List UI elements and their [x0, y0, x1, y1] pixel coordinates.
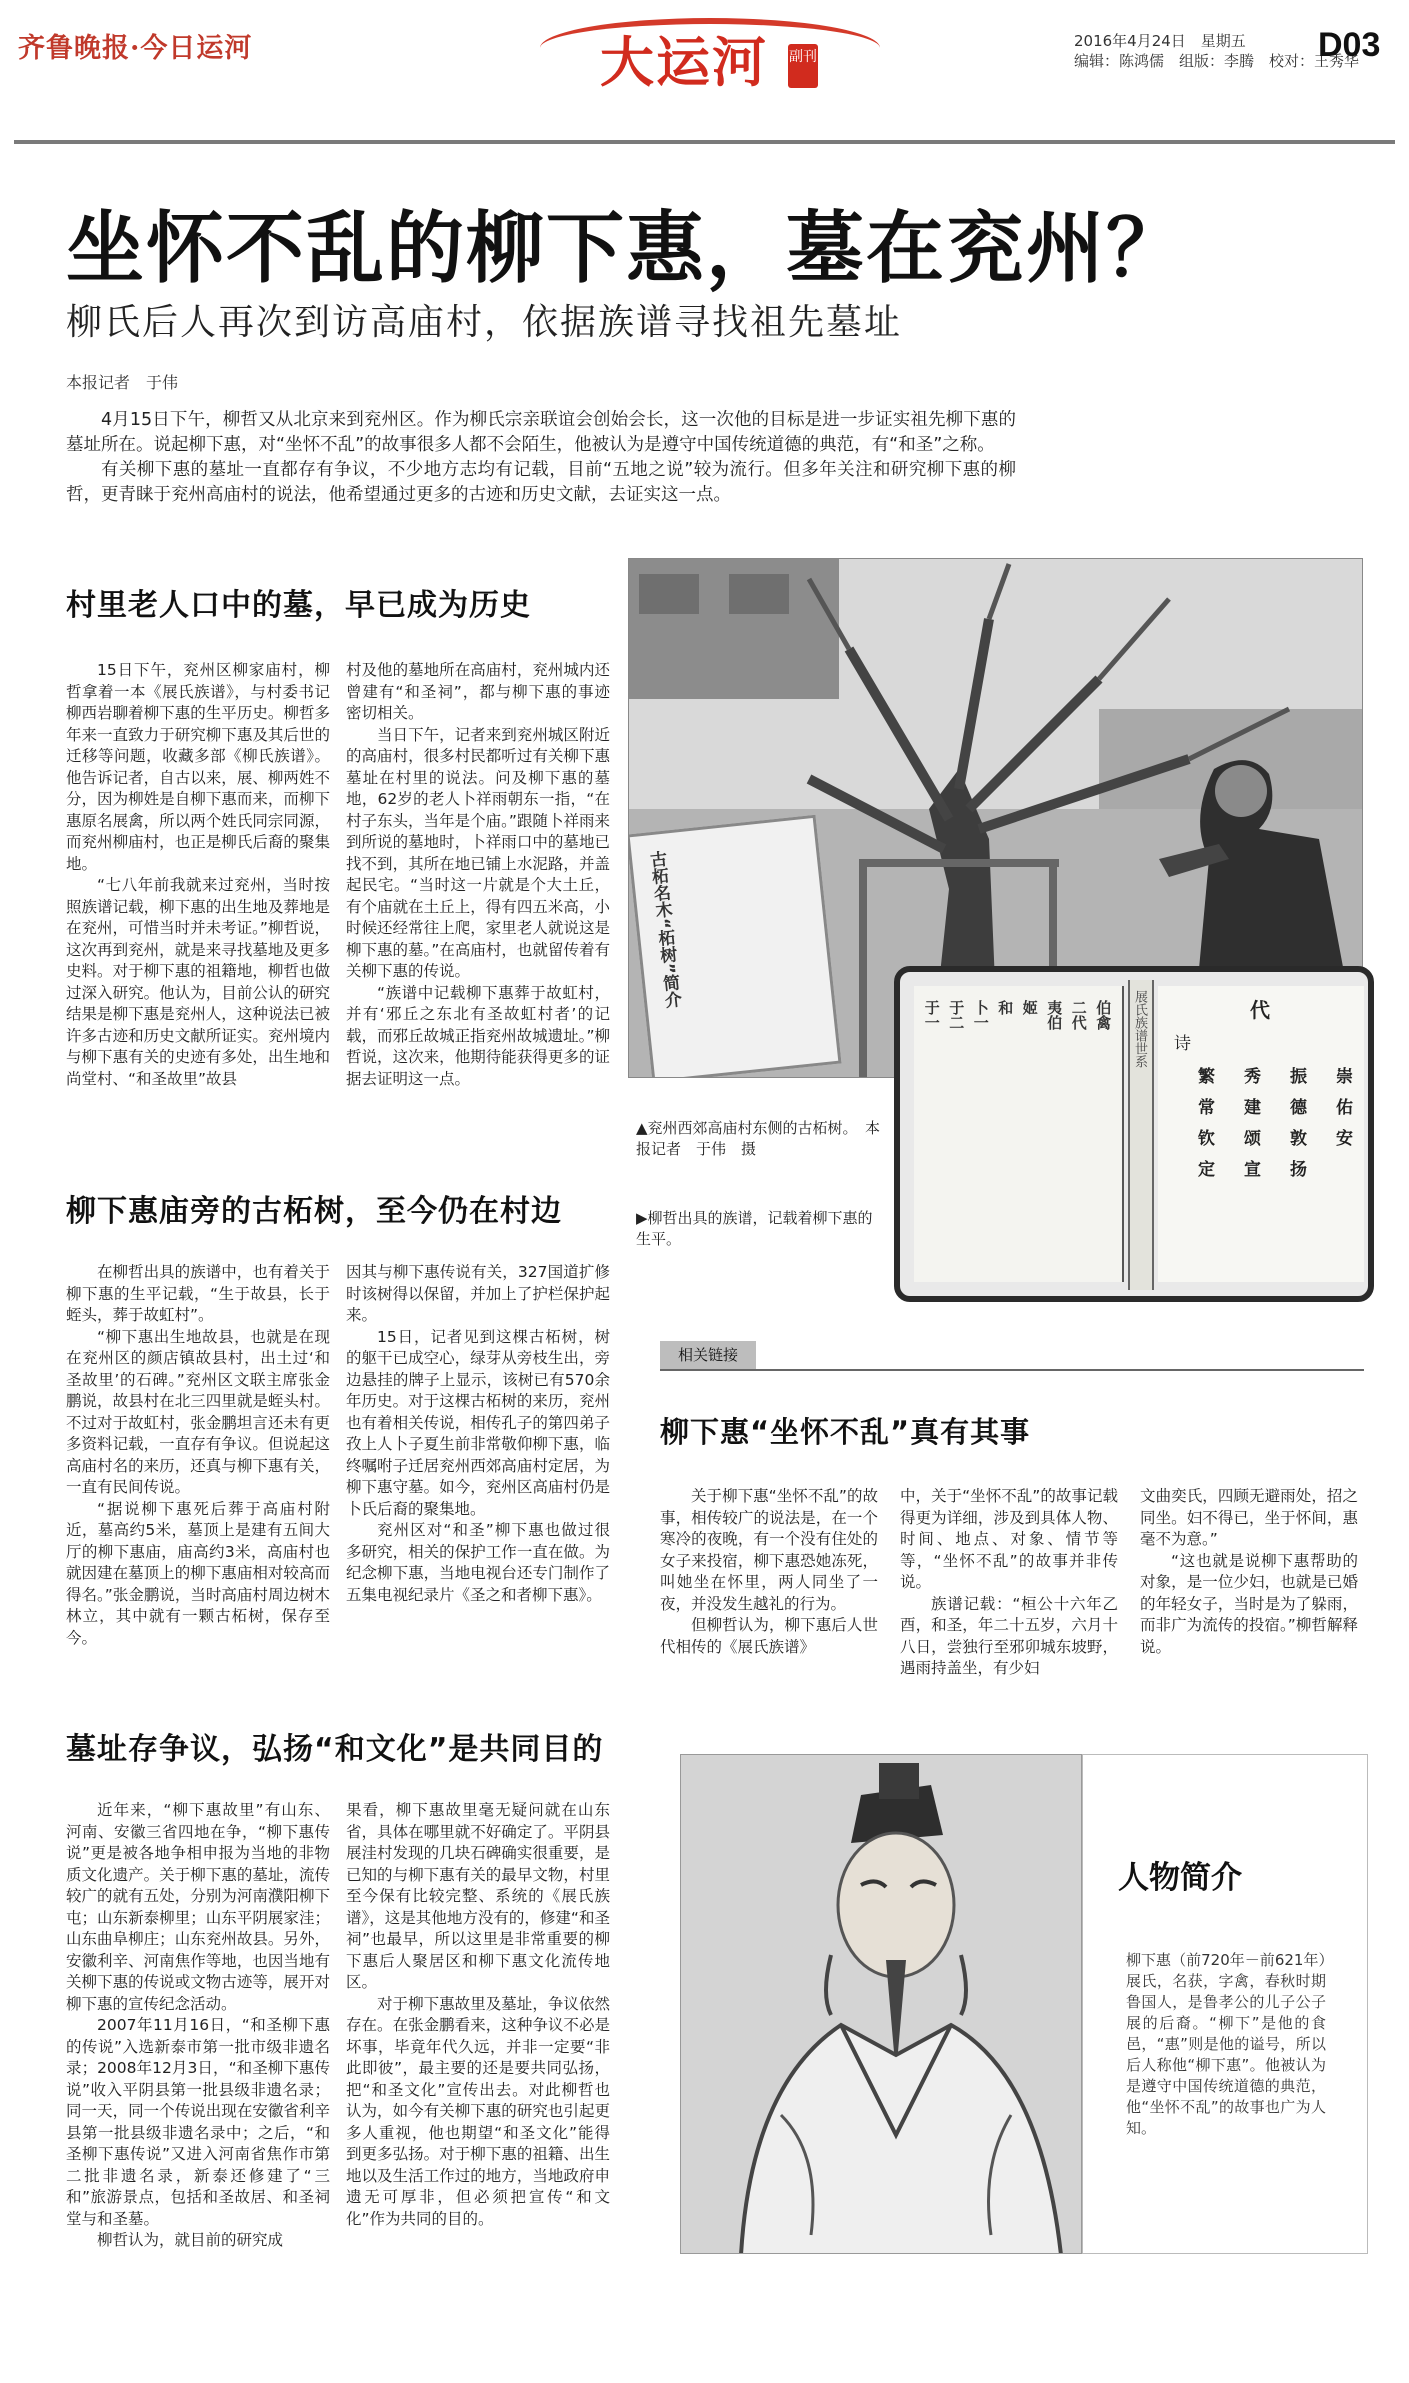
paragraph: 15日下午，兖州区柳家庙村，柳哲拿着一本《展氏族谱》，与村委书记柳西岩聊着柳下惠的生平历史。柳哲多年来一直致力于研究柳下惠及其后世的迁移等问题，收藏多部《柳氏族谱》。他告诉记者，自古以来，展、柳两姓不分，因为柳姓是自柳下惠而来，而柳下惠原名展禽，所以两个姓氏同宗同源，而兖州柳庙村，也正是柳氏后裔的聚集地。 [66, 661, 330, 873]
section-brand: 大运河 [600, 30, 768, 94]
paragraph: 因其与柳下惠传说有关，327国道扩修时该树得以保留，并加上了护栏保护起来。 [346, 1263, 610, 1324]
related-link-label: 相关链接 [660, 1341, 756, 1369]
genealogy-name: 建 [1244, 1098, 1261, 1118]
paragraph: 柳哲认为，就目前的研究成 [97, 2231, 284, 2249]
lede-paragraph: 4月15日下午，柳哲又从北京来到兖州区。作为柳氏宗亲联谊会创始会长，这一次他的目标是进一步证实祖先柳下惠的墓址所在。说起柳下惠，对“坐怀不乱”的故事很多人都不会陌生，他被认为是遵守中国传统道德的典范，有“和圣”之称。 [66, 410, 1016, 455]
paragraph: 但柳哲认为，柳下惠后人世代相传的《展氏族谱》 [660, 1616, 878, 1656]
genealogy-entry: 姬 [1020, 1000, 1039, 1015]
paragraph: 中，关于“坐怀不乱”的故事记载得更为详细，涉及到具体人物、时间、地点、对象、情节等等，“坐怀不乱”的故事并非传说。 [900, 1487, 1118, 1591]
related-column [1140, 1486, 1358, 1658]
article-column [66, 1262, 330, 1649]
genealogy-entry: 二代 [1069, 1000, 1088, 1030]
genealogy-entry: 夷伯 [1045, 1000, 1064, 1030]
genealogy-name: 振 [1290, 1067, 1307, 1087]
article-column [346, 660, 610, 1090]
related-title: 柳下惠“坐怀不乱”真有其事 [660, 1415, 1031, 1449]
paragraph: 文曲奕氏，四顾无避雨处，招之同坐。妇不得已，坐于怀间，惠毫不为意。” [1140, 1487, 1358, 1548]
paragraph: 在柳哲出具的族谱中，也有着关于柳下惠的生平记载，“生于故县，长于蛭头，葬于故虹村”。 [66, 1263, 330, 1324]
genealogy-name: 扬 [1290, 1160, 1307, 1180]
article-column [346, 1262, 610, 1606]
paragraph: 2007年11月16日，“和圣柳下惠的传说”入选新泰市第一批市级非遗名录；2008年12月3日，“和圣柳下惠传说”收入平阴县第一批县级非遗名录；同一天，同一个传说出现在安徽省利辛县第一批县级非遗名录中；之后，“和圣柳下惠传说”又进入河南省焦作市第二批非遗名录，新泰还修建了“三和”旅游景点，包括和圣故居、和圣祠堂与和圣墓。 [66, 2016, 330, 2228]
profile-title: 人物简介 [1118, 1860, 1242, 1896]
genealogy-book-title: 展氏族谱世系 [1132, 990, 1147, 1068]
genealogy-book-spine [1128, 980, 1154, 1290]
photo-caption: ▶柳哲出具的族谱，记载着柳下惠的生平。 [636, 1209, 873, 1248]
genealogy-name: 宣 [1244, 1160, 1261, 1180]
paragraph: “据说柳下惠死后葬于高庙村附近，墓高约5米，墓顶上是建有五间大厅的柳下惠庙，庙高约3米，高庙村也就因建在墓顶上的柳下惠庙相对较高而得名。”张金鹏说，当时高庙村周边树木林立，其中就有一颗古柘树，保存至今。 [66, 1499, 330, 1647]
portrait-drawing [681, 1755, 1082, 2254]
photo-caption: ▲兖州西郊高庙村东侧的古柘树。 本报记者 于伟 摄 [636, 1119, 881, 1158]
paragraph: 15日，记者见到这棵古柘树，树的躯干已成空心，绿芽从旁枝生出，旁边悬挂的牌子上显示，该树已有570余年历史。对于这棵古柘树的来历，兖州也有着相关传说，相传孔子的第四弟子孜上人卜子夏生前非常敬仰柳下惠，临终嘱咐子迁居兖州西郊高庙村定居，为柳下惠守墓。如今，兖州区高庙村仍是卜氏后裔的聚集地。 [346, 1327, 610, 1518]
headline: 坐怀不乱的柳下惠，墓在兖州？ [66, 203, 1187, 294]
header-rule [14, 140, 1395, 144]
profile-text: 柳下惠（前720年－前621年）展氏，名获，字禽，春秋时期鲁国人，是鲁孝公的儿子公子展的后裔。“柳下”是他的食邑，“惠”则是他的谥号，所以后人称他“柳下惠”。他被认为是遵守中国传统道德的典范，他“坐怀不乱”的故事也广为人知。 [1126, 1951, 1326, 2137]
genealogy-entry: 于二 [947, 1000, 966, 1030]
related-column [900, 1486, 1118, 1680]
genealogy-name: 德 [1290, 1098, 1307, 1118]
tree-info-sign [628, 815, 842, 1078]
brand-tag: 副刊 [788, 44, 818, 88]
genealogy-entry: 于一 [922, 1000, 941, 1030]
byline: 本报记者 于伟 [66, 373, 179, 392]
paragraph: 兖州区对“和圣”柳下惠也做过很多研究，相关的保护工作一直在做。为纪念柳下惠，当地电视台还专门制作了五集电视纪录片《圣之和者柳下惠》。 [346, 1521, 610, 1604]
tree-info-sign-text: 古柘名木“柘树”简介 [645, 849, 682, 1010]
paragraph: 族谱记载：“桓公十六年乙酉，和圣，年二十五岁，六月十八日，尝独行至邪卯城东坡野，遇雨持盖坐，有少妇 [900, 1594, 1118, 1677]
paper-name: 齐鲁晚报·今日运河 [18, 33, 253, 64]
paragraph: “族谱中记载柳下惠葬于故虹村，并有‘邪丘之东北有圣故虹村者’的记载，而邪丘故城正指兖州故城遗址。”柳哲说，这次来，他期待能获得更多的证据去证明这一点。 [346, 983, 610, 1088]
genealogy-entry: 伯禽 [1094, 1000, 1113, 1030]
paragraph: “柳下惠出生地故县，也就是在现在兖州区的颜店镇故县村，出土过‘和圣故里’的石碑。”兖州区文联主席张金鹏说，故县村在北三四里就是蛭头村。不过对于故虹村，张金鹏坦言还未有更多资料记载，一直存有争议。但说起这高庙村名的来历，还真与柳下惠有关，一直有民间传说。 [66, 1327, 330, 1496]
article-column [66, 1800, 330, 2252]
section-title: 墓址存争议，弘扬“和文化”是共同目的 [66, 1732, 604, 1767]
genealogy-photo [894, 966, 1374, 1302]
staff-credits: 编辑：陈鸿儒 组版：李腾 校对：王秀华 [1074, 52, 1360, 70]
genealogy-name: 常 [1198, 1098, 1215, 1118]
genealogy-name: 繁 [1198, 1067, 1215, 1087]
genealogy-name: 崇 [1336, 1067, 1353, 1087]
genealogy-name: 佑 [1336, 1098, 1353, 1118]
lede-paragraph: 有关柳下惠的墓址一直都存有争议，不少地方志均有记载，目前“五地之说”较为流行。但多年关注和研究柳下惠的柳哲，更青睐于兖州高庙村的说法，他希望通过更多的古迹和历史文献，去证实这一点。 [66, 460, 1016, 505]
subheadline: 柳氏后人再次到访高庙村，依据族谱寻找祖先墓址 [66, 302, 903, 343]
genealogy-left-columns [914, 986, 1122, 1282]
genealogy-entry: 和 [996, 1000, 1015, 1015]
genealogy-generation-label: 代 [1250, 998, 1270, 1022]
paragraph: “这也就是说柳下惠帮助的对象，是一位少妇，也就是已婚的年轻女子，当时是为了躲雨，而非广为流传的投宿。”柳哲解释说。 [1140, 1551, 1358, 1656]
related-link-rule [660, 1369, 1364, 1371]
article-column [66, 660, 330, 1090]
paragraph: 近年来，“柳下惠故里”有山东、河南、安徽三省四地在争，“柳下惠传说”更是被各地争相申报为当地的非物质文化遗产。关于柳下惠的墓址，流传较广的就有五处，分别为河南濮阳柳下屯；山东新泰柳里；山东平阴展家洼；山东曲阜柳庄；山东兖州故县。另外，安徽利辛、河南焦作等地，也因当地有关柳下惠的传说或文物古迹等，展开对柳下惠的宣传纪念活动。 [66, 1801, 330, 2013]
section-title: 村里老人口中的墓，早已成为历史 [66, 588, 531, 623]
genealogy-name: 定 [1198, 1160, 1215, 1180]
article-column [346, 1800, 610, 2230]
genealogy-name: 颂 [1244, 1129, 1261, 1149]
genealogy-name-grid [1158, 1054, 1364, 1180]
section-title: 柳下惠庙旁的古柘树，至今仍在村边 [66, 1194, 562, 1229]
lede [66, 408, 1016, 508]
genealogy-entry: 诗 [1174, 1034, 1191, 1054]
genealogy-name: 钦 [1198, 1129, 1215, 1149]
genealogy-name: 敦 [1290, 1129, 1307, 1149]
genealogy-entry: 卜一 [971, 1000, 990, 1030]
related-column [660, 1486, 878, 1658]
paragraph: 当日下午，记者来到兖州城区附近的高庙村，很多村民都听过有关柳下惠墓址在村里的说法。问及柳下惠的墓地，62岁的老人卜祥雨朝东一指，“在村子东头，当年是个庙。”跟随卜祥雨来到所说的墓地时，卜祥雨口中的墓地已找不到，其所在地已铺上水泥路，并盖起民宅。“当时这一片就是个大土丘，有个庙就在土丘上，得有四五米高，小时候还经常往上爬，家里老人就说这是柳下惠的墓。”在高庙村，也就留传着有关柳下惠的传说。 [346, 725, 610, 980]
genealogy-name: 秀 [1244, 1067, 1261, 1087]
page-number: D03 [1318, 26, 1381, 64]
genealogy-right-page [1158, 986, 1364, 1282]
paragraph: 关于柳下惠“坐怀不乱”的故事，相传较广的说法是，在一个寒冷的夜晚，有一个没有住处的女子来投宿，柳下惠恐她冻死，叫她坐在怀里，两人同坐了一夜，并没发生越礼的行为。 [660, 1487, 878, 1613]
paragraph: 村及他的墓地所在高庙村，兖州城内还曾建有“和圣祠”，都与柳下惠的事迹密切相关。 [346, 661, 610, 722]
genealogy-name: 安 [1336, 1129, 1353, 1149]
paragraph: 果看，柳下惠故里毫无疑问就在山东省，具体在哪里就不好确定了。平阴县展洼村发现的几块石碑确实很重要，是已知的与柳下惠有关的最早文物，村里至今保有比较完整、系统的《展氏族谱》，这是其他地方没有的，修建“和圣祠”也最早，所以这里是非常重要的柳下惠后人聚居区和柳下惠文化流传地区。 [346, 1801, 610, 1991]
issue-date: 2016年4月24日 星期五 [1074, 32, 1246, 50]
portrait-illustration [680, 1754, 1082, 2254]
paragraph: 对于柳下惠故里及墓址，争议依然存在。在张金鹏看来，这种争议不必是坏事，毕竟年代久远，并非一定要“非此即彼”，最主要的还是要共同弘扬，把“和圣文化”宣传出去。对此柳哲也认为，如今有关柳下惠的研究也引起更多人重视，他也期望“和圣文化”能得到更多弘扬。对于柳下惠的祖籍、出生地以及生活工作过的地方，当地政府申遗无可厚非，但必须把宣传“和文化”作为共同的目的。 [346, 1994, 610, 2228]
paragraph: “七八年前我就来过兖州，当时按照族谱记载，柳下惠的出生地及葬地是在兖州，可惜当时并未考证。”柳哲说，这次再到兖州，就是来寻找墓地及更多史料。对于柳下惠的祖籍地，柳哲也做过深入研究。他认为，目前公认的研究结果是柳下惠是兖州人，这种说法已被许多古迹和历史文献所证实。兖州境内与柳下惠有关的史迹有多处，出生地和尚堂村、“和圣故里”故县 [66, 876, 330, 1088]
genealogy-left-page [914, 986, 1124, 1282]
